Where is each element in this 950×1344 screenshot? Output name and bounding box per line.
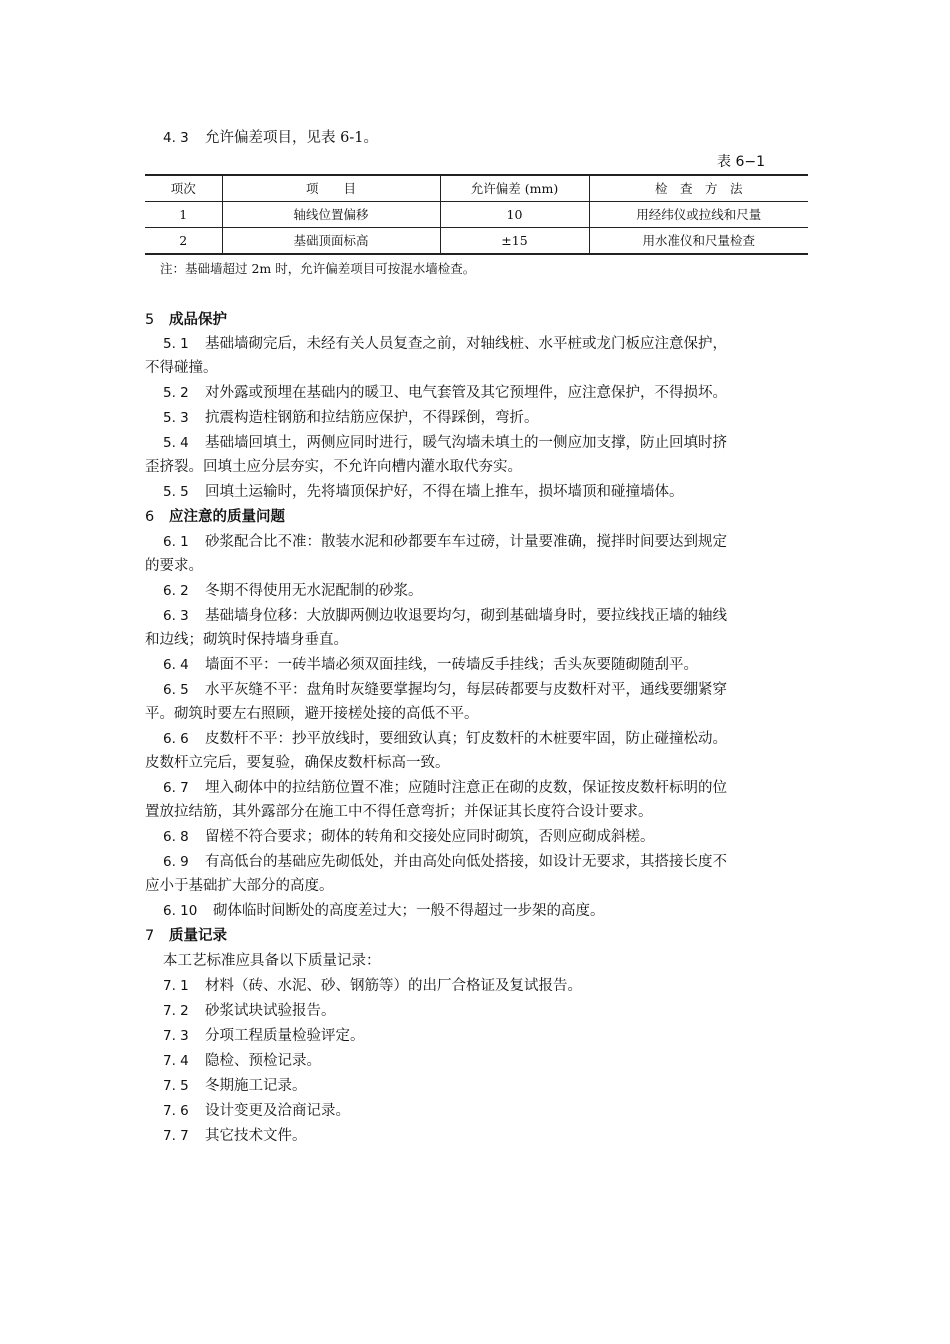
- clause-text: 回填土运输时，先将墙顶保护好，不得在墙上推车，损坏墙顶和碰撞墙体。: [205, 484, 684, 500]
- section-title: 质量记录: [169, 928, 227, 944]
- clause-text: 隐检、预检记录。: [205, 1053, 321, 1069]
- clause-7-2: [163, 1001, 828, 1021]
- clause-text: 皮数杆不平：抄平放线时，要细致认真；钉皮数杆的木桩要牢固，防止碰撞松动。: [205, 731, 727, 747]
- clause-text: 基础墙砌完后，未经有关人员复查之前，对轴线桩、水平桩或龙门板应注意保护，: [205, 336, 727, 352]
- table-note: 注：基础墙超过 2m 时，允许偏差项目可按混水墙检查。: [160, 261, 476, 276]
- clause-7-3: [163, 1026, 828, 1046]
- clause-text: 其它技术文件。: [205, 1128, 307, 1144]
- clause-number: 7. 3: [163, 1028, 189, 1044]
- clause-text: 基础墙身位移：大放脚两侧边收退要均匀，砌到基础墙身时，要拉线找正墙的轴线: [205, 608, 727, 624]
- table-cell: ±15: [440, 228, 589, 255]
- clause-5-4-cont: 歪挤裂。回填土应分层夯实，不允许向槽内灌水取代夯实。: [145, 459, 522, 475]
- clause-6-5: [163, 680, 828, 700]
- clause-6-10: [163, 901, 828, 921]
- clause-text: 留槎不符合要求；砌体的转角和交接处应同时砌筑，否则应砌成斜槎。: [205, 829, 655, 845]
- clause-6-6: [163, 729, 828, 749]
- clause-number: 5. 2: [163, 385, 189, 401]
- clause-7-6: [163, 1101, 828, 1121]
- clause-number: 5. 3: [163, 410, 189, 426]
- clause-6-7-cont: 置放拉结筋，其外露部分在施工中不得任意弯折；并保证其长度符合设计要求。: [145, 804, 653, 820]
- section-7-intro: 本工艺标准应具备以下质量记录：: [163, 953, 381, 969]
- header-cell: 允许偏差 (mm): [440, 175, 589, 202]
- clause-5-1-cont: 不得碰撞。: [145, 360, 218, 376]
- clause-6-9-cont: 应小于基础扩大部分的高度。: [145, 878, 334, 894]
- clause-6-9: [163, 852, 828, 872]
- clause-5-2: [163, 383, 828, 403]
- clause-number: 5. 5: [163, 484, 189, 500]
- table-cell: 轴线位置偏移: [222, 202, 440, 228]
- clause-number: 7. 5: [163, 1078, 189, 1094]
- clause-text: 水平灰缝不平：盘角时灰缝要掌握均匀，每层砖都要与皮数杆对平，通线要绷紧穿: [205, 682, 727, 698]
- table-cell: 10: [440, 202, 589, 228]
- clause-text: 砌体临时间断处的高度差过大；一般不得超过一步架的高度。: [213, 903, 605, 919]
- header-cell: 项 目: [222, 175, 440, 202]
- clause-number: 6. 2: [163, 583, 189, 599]
- clause-6-6-cont: 皮数杆立完后，要复验，确保皮数杆标高一致。: [145, 755, 450, 771]
- clause-number: 6. 3: [163, 608, 189, 624]
- clause-number: 7. 6: [163, 1103, 189, 1119]
- clause-text: 分项工程质量检验评定。: [205, 1028, 365, 1044]
- section-title: 应注意的质量问题: [169, 509, 285, 525]
- clause-7-4: [163, 1051, 828, 1071]
- clause-4-3: [163, 128, 828, 148]
- clause-number: 6. 8: [163, 829, 189, 845]
- clause-5-1: [163, 334, 828, 354]
- header-cell: 项次: [145, 175, 222, 202]
- clause-6-2: [163, 581, 828, 601]
- clause-number: 6. 4: [163, 657, 189, 673]
- clause-number: 7. 1: [163, 978, 189, 994]
- table-cell: 2: [145, 228, 222, 255]
- table-cell: 用水准仪和尺量检查: [589, 228, 808, 255]
- clause-text: 砂浆试块试验报告。: [205, 1003, 336, 1019]
- section-title: 成品保护: [169, 312, 227, 328]
- clause-7-7: [163, 1126, 828, 1146]
- table-cell: 用经纬仪或拉线和尺量: [589, 202, 808, 228]
- clause-text: 材料（砖、水泥、砂、钢筋等）的出厂合格证及复试报告。: [205, 978, 582, 994]
- clause-text: 允许偏差项目，见表 6-1。: [205, 130, 378, 146]
- clause-number: 6. 5: [163, 682, 189, 698]
- clause-6-5-cont: 平。砌筑时要左右照顾，避开接槎处接的高低不平。: [145, 706, 479, 722]
- table-caption: 表 6−1: [717, 154, 765, 170]
- clause-text: 设计变更及洽商记录。: [205, 1103, 350, 1119]
- table-cell: 1: [145, 202, 222, 228]
- clause-6-7: [163, 778, 828, 798]
- clause-text: 抗震构造柱钢筋和拉结筋应保护，不得踩倒，弯折。: [205, 410, 539, 426]
- section-7-heading: [145, 926, 810, 946]
- clause-number: 6. 9: [163, 854, 189, 870]
- clause-text: 墙面不平：一砖半墙必须双面挂线，一砖墙反手挂线；舌头灰要随砌随刮平。: [205, 657, 698, 673]
- clause-number: 6. 10: [163, 903, 198, 919]
- section-5-heading: [145, 310, 810, 330]
- clause-5-4: [163, 433, 828, 453]
- clause-6-8: [163, 827, 828, 847]
- clause-number: 7. 4: [163, 1053, 189, 1069]
- clause-text: 冬期不得使用无水泥配制的砂浆。: [205, 583, 423, 599]
- table-cell: 基础顶面标高: [222, 228, 440, 255]
- clause-number: 7. 2: [163, 1003, 189, 1019]
- clause-6-3-cont: 和边线；砌筑时保持墙身垂直。: [145, 632, 348, 648]
- clause-text: 有高低台的基础应先砌低处，并由高处向低处搭接，如设计无要求，其搭接长度不: [205, 854, 727, 870]
- clause-7-1: [163, 976, 828, 996]
- header-cell: 检 查 方 法: [589, 175, 808, 202]
- clause-5-5: [163, 482, 828, 502]
- clause-number: 5. 4: [163, 435, 189, 451]
- table-row: [145, 202, 808, 228]
- table-header-row: [145, 175, 808, 202]
- section-number: 6: [145, 509, 155, 525]
- clause-text: 对外露或预埋在基础内的暖卫、电气套管及其它预埋件，应注意保护，不得损坏。: [205, 385, 727, 401]
- clause-number: 4. 3: [163, 130, 189, 146]
- table-row: [145, 228, 808, 255]
- clause-7-5: [163, 1076, 828, 1096]
- clause-number: 6. 6: [163, 731, 189, 747]
- clause-5-3: [163, 408, 828, 428]
- section-number: 7: [145, 928, 155, 944]
- clause-6-1: [163, 532, 828, 552]
- clause-6-3: [163, 606, 828, 626]
- clause-text: 基础墙回填土，两侧应同时进行，暖气沟墙未填土的一侧应加支撑，防止回填时挤: [205, 435, 727, 451]
- section-number: 5: [145, 312, 155, 328]
- section-6-heading: [145, 507, 810, 527]
- clause-number: 5. 1: [163, 336, 189, 352]
- clause-number: 7. 7: [163, 1128, 189, 1144]
- deviation-table: [145, 174, 808, 255]
- clause-text: 砂浆配合比不准：散装水泥和砂都要车车过磅，计量要准确，搅拌时间要达到规定: [205, 534, 727, 550]
- clause-number: 6. 7: [163, 780, 189, 796]
- clause-text: 埋入砌体中的拉结筋位置不准；应随时注意正在砌的皮数，保证按皮数杆标明的位: [205, 780, 727, 796]
- clause-6-4: [163, 655, 828, 675]
- clause-text: 冬期施工记录。: [205, 1078, 307, 1094]
- clause-number: 6. 1: [163, 534, 189, 550]
- clause-6-1-cont: 的要求。: [145, 558, 203, 574]
